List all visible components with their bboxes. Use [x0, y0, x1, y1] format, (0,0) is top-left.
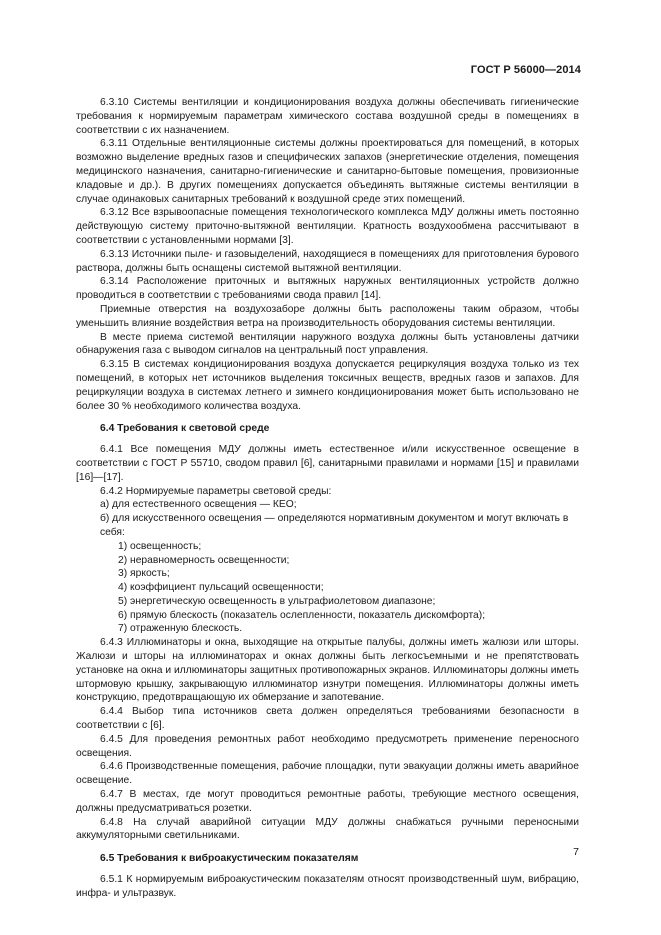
list-item: 7) отраженную блескость. — [118, 623, 243, 635]
paragraph: 6.3.12 Все взрывоопасные помещения технологического комплекса МДУ должны иметь постоянно действующую систему приточно-вытяжной вентиляции. Кратность воздухообмена рассчитывают в соответствии с установленными нормами [3]. — [76, 207, 579, 246]
paragraph: 6.4.4 Выбор типа источников света должен определяться требованиями безопасности в соответствии с [6]. — [76, 706, 579, 732]
list-item: 4) коэффициент пульсаций освещенности; — [118, 582, 324, 594]
paragraph: 6.4.3 Иллюминаторы и окна, выходящие на открытые палубы, должны иметь жалюзи или шторы. Жалюзи и шторы на иллюминаторах и окнах должны быть легкосъемными и не препятствовать установке на окна и иллюминаторы защитных противопожарных экранов. Иллюминаторы должны иметь штормовую крышку, закрывающую иллюминатор изнутри помещения. Иллюминаторы должны иметь конструкцию, предотвращающую их обмерзание и запотевание. — [76, 637, 579, 704]
paragraph: 6.4.8 На случай аварийной ситуации МДУ должны снабжаться ручными переносными аккумуляторными светильниками. — [76, 816, 579, 842]
paragraph: 6.3.11 Отдельные вентиляционные системы должны проектироваться для помещений, в которых возможно выделение вредных газов и специфических запахов (энергетические отделения, помещения медицинского назначения, санитарно-гигиенические и санитарно-бытовые помещения, провизионные кладовые и др.). В других помещениях допускается объединять вытяжные системы вентиляции в случае одинаковых санитарных требований к воздушной среде этих помещений. — [76, 138, 579, 205]
list-item: б) для искусственного освещения — определяются нормативным документом и могут включать в себя: — [100, 513, 569, 538]
document-code-header: ГОСТ Р 56000—2014 — [470, 64, 581, 76]
list-item: 2) неравномерность освещенности; — [118, 554, 290, 566]
list-item: 6) прямую блескость (показатель ослепленности, показатель дискомфорта); — [118, 609, 486, 621]
paragraph: Приемные отверстия на воздухозаборе должны быть расположены таким образом, чтобы уменьшить влияние воздействия ветра на производительность оборудования системы вентиляции. — [76, 303, 579, 329]
paragraph: 6.3.14 Расположение приточных и вытяжных наружных вентиляционных устройств должно проводиться в соответствии с требованиями свода правил [14]. — [76, 276, 579, 302]
paragraph: 6.4.6 Производственные помещения, рабочие площадки, пути эвакуации должны иметь аварийное освещение. — [76, 761, 579, 787]
section-heading: 6.4 Требования к световой среде — [100, 423, 270, 435]
paragraph: 6.4.2 Нормируемые параметры световой среды: — [100, 485, 332, 497]
document-body — [76, 96, 579, 901]
section-heading: 6.5 Требования к виброакустическим показателям — [100, 853, 359, 865]
paragraph: 6.3.10 Системы вентиляции и кондиционирования воздуха должны обеспечивать гигиенические требования к нормируемым параметрам химического состава воздушной среды в помещениях в соответствии с их назначением. — [76, 97, 579, 136]
list-item: 1) освещенность; — [118, 540, 202, 552]
list-item: 3) яркость; — [118, 568, 170, 580]
paragraph: 6.3.15 В системах кондиционирования воздуха допускается рециркуляция воздуха только из тех помещений, в которых нет источников выделения токсичных веществ, вредных газов и запахов. Для рециркуляции воздуха в системах летнего и зимнего кондиционирования может быть использовано не более 30 % необходимого количества воздуха. — [76, 359, 579, 412]
list-item: 5) энергетическую освещенность в ультрафиолетовом диапазоне; — [118, 595, 436, 607]
paragraph: 6.4.7 В местах, где могут проводиться ремонтные работы, требующие местного освещения, должны предусматриваться розетки. — [76, 789, 579, 814]
list-item: а) для естественного освещения — КЕО; — [100, 499, 297, 511]
paragraph: 6.5.1 К нормируемым виброакустическим показателям относят производственный шум, вибрацию, инфра- и ультразвук. — [76, 874, 579, 899]
paragraph: 6.4.1 Все помещения МДУ должны иметь естественное и/или искусственное освещение в соответствии с ГОСТ Р 55710, сводом правил [6], санитарными правилами и нормами [15] и правилами [16]—[17]. — [76, 444, 579, 483]
page-number: 7 — [573, 846, 579, 858]
paragraph: 6.4.5 Для проведения ремонтных работ необходимо предусмотреть применение переносного освещения. — [76, 733, 579, 759]
paragraph: 6.3.13 Источники пыле- и газовыделений, находящиеся в помещениях для приготовления бурового раствора, должны быть оснащены системой вытяжной вентиляции. — [76, 248, 579, 274]
paragraph: В месте приема системой вентиляции наружного воздуха должны быть установлены датчики обнаружения газа с выводом сигналов на центральный пост управления. — [76, 331, 579, 357]
